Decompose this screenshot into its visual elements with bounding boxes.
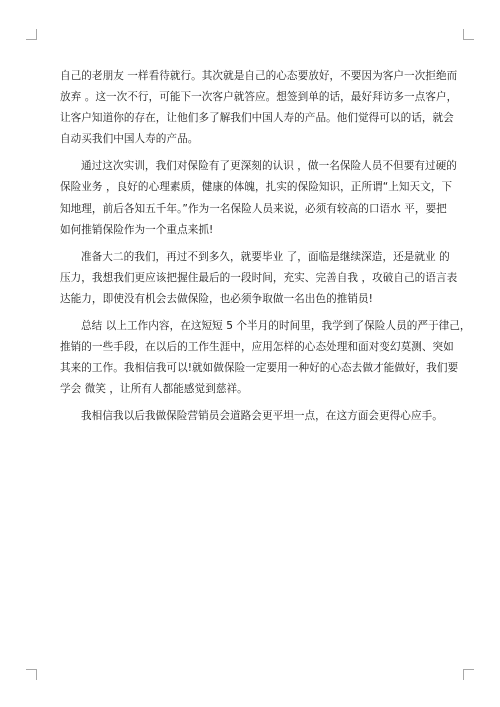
paragraph <box>60 66 458 150</box>
text-line: 保险业务 ，良好的心理素质，健康的体魄，扎实的保险知识，正所谓“上知天文，下 <box>60 181 453 194</box>
text-line: 准备大二的我们，再过不到多久，就要毕业 了，面临是继续深造，还是就业 的 <box>81 250 450 263</box>
text-line: 压力，我想我们更应该把握住最后的一段时间，充实、完善自我 ，攻破自己的语言表 <box>60 271 458 284</box>
text-line: 总结 以上工作内容，在这短短 5 个半月的时间里，我学到了保险人员的严于律己， <box>81 320 471 333</box>
text-line: 放弃 。这一次不行，可能下一次客户就答应。想签到单的话，最好拜访多一点客户， <box>60 91 458 104</box>
text-line: 达能力，即使没有机会去做保险，也必须争取做一名出色的推销员! <box>60 292 373 305</box>
document-body <box>60 66 471 428</box>
text-line: 如何推销保险作为一个重点来抓! <box>60 223 214 236</box>
crop-mark-top-left <box>26 29 37 40</box>
text-line: 通过这次实训，我们对保险有了更深刻的认识 ，做一名保险人员不但要有过硬的 <box>81 160 457 173</box>
text-line: 其来的工作。我相信我可以!就如做保险一定要用一种好的心态去做才能做好，我们要 <box>60 362 459 375</box>
text-line: 我相信我以后我做保险营销员会道路会更平坦一点，在这方面会更得心应手。 <box>81 410 443 423</box>
text-line: 自己的老朋友 一样看待就行。其次就是自己的心态要放好，不要因为客户一次拒绝而 <box>60 70 458 82</box>
paragraph <box>60 247 458 310</box>
paragraph <box>60 406 455 427</box>
text-line: 推销的一些手段，在以后的工作生涯中，应用怎样的心态处理和面对变幻莫测、突如 <box>60 341 454 354</box>
crop-mark-bottom-left <box>26 669 37 680</box>
paragraph <box>60 156 455 240</box>
text-line: 知地理，前后各知五千年。”作为一名保险人员来说，必须有较高的口语水 平，要把 <box>60 202 447 215</box>
text-line: 让客户知道你的存在，让他们多了解我们中国人寿的产品。他们觉得可以的话，就会 <box>60 112 454 125</box>
paragraph <box>60 316 471 400</box>
crop-mark-bottom-right <box>463 669 474 680</box>
text-line: 自动买我们中国人寿的产品。 <box>60 133 199 146</box>
text-line: 学会 微笑 ，让所有人都能感觉到慈祥。 <box>60 383 248 396</box>
crop-mark-top-right <box>463 29 474 40</box>
